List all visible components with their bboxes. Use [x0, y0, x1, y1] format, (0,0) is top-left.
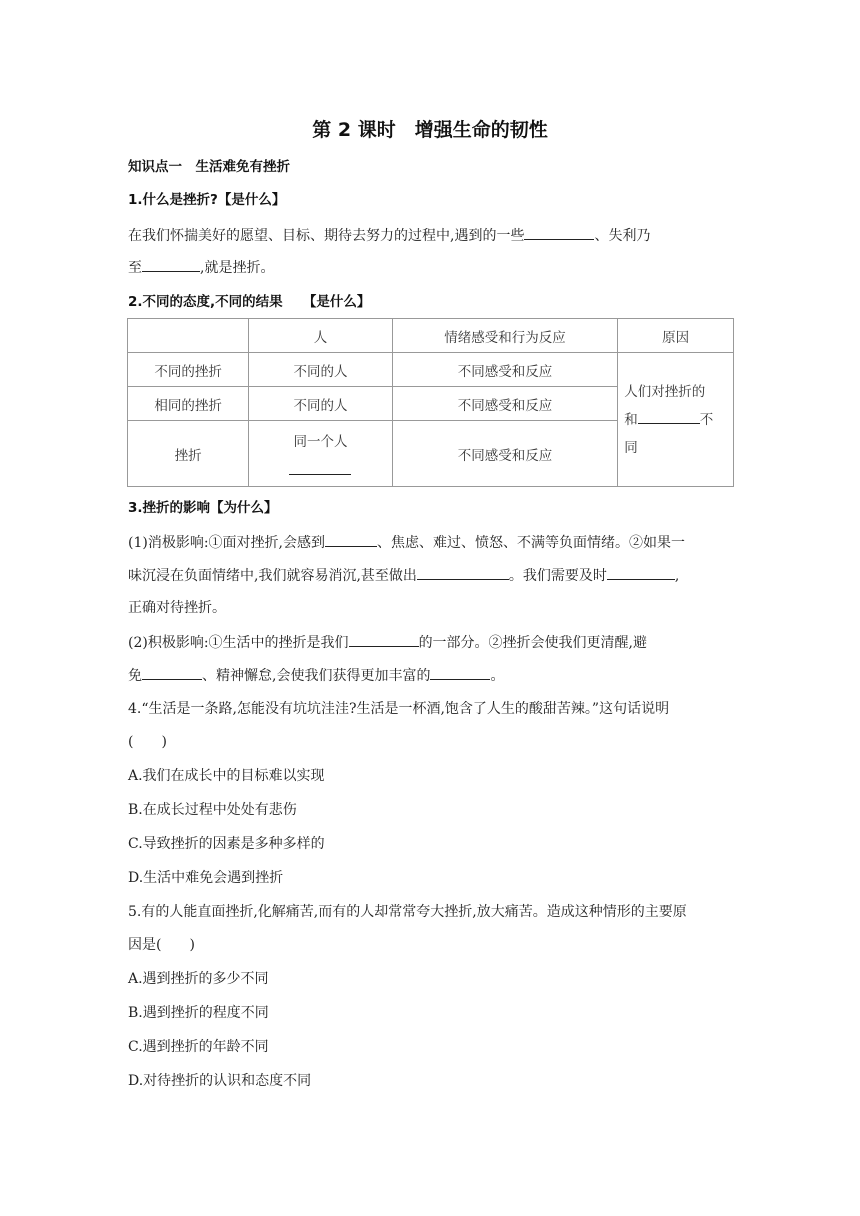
- fill-blank[interactable]: [417, 565, 509, 580]
- table-cell: [249, 421, 392, 487]
- table-row: [128, 353, 734, 387]
- fill-blank[interactable]: [142, 257, 200, 272]
- q5-stem-line2: 因是( ): [128, 937, 195, 953]
- q5-option-a[interactable]: A.遇到挫折的多少不同: [128, 971, 269, 987]
- q3-neg-line1: [128, 532, 734, 553]
- q3-text: ,: [674, 568, 680, 584]
- page-title: 第 2 课时 增强生命的韧性: [312, 119, 548, 141]
- q1-heading: 1.什么是挫折?【是什么】: [128, 192, 286, 208]
- q3-text: 、精神懈怠,会使我们获得更加丰富的: [202, 668, 431, 684]
- q5-option-d[interactable]: D.对待挫折的认识和态度不同: [128, 1073, 312, 1089]
- fill-blank[interactable]: [638, 409, 700, 424]
- q3-text: (2)积极影响:①生活中的挫折是我们: [128, 635, 349, 651]
- cause-text: 同: [624, 439, 638, 456]
- q4-stem-line2: ( ): [128, 734, 167, 750]
- section-heading: 知识点一 生活难免有挫折: [128, 159, 290, 175]
- table-cell: 不同的人: [249, 387, 392, 421]
- q3-text: 、焦虑、难过、愤怒、不满等负面情绪。②如果一: [377, 535, 685, 551]
- fill-blank[interactable]: [607, 565, 675, 580]
- q4-option-c[interactable]: C.导致挫折的因素是多种多样的: [128, 836, 325, 852]
- cause-cell: [618, 353, 734, 487]
- fill-blank[interactable]: [524, 225, 594, 240]
- table-cell: 相同的挫折: [128, 387, 249, 421]
- q3-text: 。我们需要及时: [508, 568, 607, 584]
- fill-blank[interactable]: [142, 665, 202, 680]
- q3-text: 。: [490, 668, 505, 684]
- q5-option-c[interactable]: C.遇到挫折的年龄不同: [128, 1039, 269, 1055]
- q3-text: 免: [128, 668, 142, 684]
- table-cell-text: 同一个人: [293, 434, 348, 450]
- q5-option-b[interactable]: B.遇到挫折的程度不同: [128, 1005, 269, 1021]
- fill-blank[interactable]: [289, 460, 351, 475]
- cause-text: [624, 406, 727, 434]
- q1-line2: [128, 257, 734, 278]
- table-cell: 不同感受和反应: [392, 387, 618, 421]
- q4-option-a[interactable]: A.我们在成长中的目标难以实现: [128, 768, 325, 784]
- q2-heading: 2.不同的态度,不同的结果 【是什么】: [128, 294, 371, 310]
- cause-text: 不: [699, 411, 714, 428]
- q4-option-b[interactable]: B.在成长过程中处处有悲伤: [128, 802, 297, 818]
- q1-text: 、失利乃: [594, 228, 651, 244]
- q3-neg-line2: [128, 565, 734, 586]
- cause-text: 和: [624, 411, 638, 428]
- q5-stem-line1: 5.有的人能直面挫折,化解痛苦,而有的人却常常夸大挫折,放大痛苦。造成这种情形的主要原: [128, 904, 687, 920]
- q1-text: ,就是挫折。: [200, 260, 275, 276]
- q1-text: 至: [128, 260, 142, 276]
- table-header-cell: 原因: [618, 319, 734, 353]
- fill-blank[interactable]: [349, 632, 419, 647]
- q1-line1: [128, 225, 734, 246]
- fill-blank[interactable]: [325, 532, 377, 547]
- table-cell: 不同的人: [249, 353, 392, 387]
- q1-text: 在我们怀揣美好的愿望、目标、期待去努力的过程中,遇到的一些: [128, 228, 525, 244]
- q3-heading: 3.挫折的影响【为什么】: [128, 500, 278, 516]
- table-cell: 不同的挫折: [128, 353, 249, 387]
- table-header-cell: 人: [249, 319, 392, 353]
- table-header-cell: [128, 319, 249, 353]
- q3-pos-line1: [128, 632, 734, 653]
- cause-text: 人们对挫折的: [624, 383, 706, 400]
- table-header-cell: 情绪感受和行为反应: [392, 319, 618, 353]
- q3-text: 味沉浸在负面情绪中,我们就容易消沉,甚至做出: [128, 568, 417, 584]
- table-cell: 不同感受和反应: [392, 421, 618, 487]
- fill-blank[interactable]: [430, 665, 490, 680]
- table-cell-blank-wrap: [249, 460, 391, 479]
- q3-text: (1)消极影响:①面对挫折,会感到: [128, 535, 325, 551]
- q3-neg-line3: 正确对待挫折。: [128, 600, 226, 616]
- attitude-table: [127, 318, 734, 487]
- table-header-row: [128, 319, 734, 353]
- q3-text: 的一部分。②挫折会使我们更清醒,避: [418, 635, 648, 651]
- q4-stem-line1: 4.“生活是一条路,怎能没有坑坑洼洼?生活是一杯酒,饱含了人生的酸甜苦辣。”这句话说明: [128, 701, 670, 717]
- table-cell: 挫折: [128, 421, 249, 487]
- table-cell: 不同感受和反应: [392, 353, 618, 387]
- q3-pos-line2: [128, 665, 734, 686]
- q4-option-d[interactable]: D.生活中难免会遇到挫折: [128, 870, 284, 886]
